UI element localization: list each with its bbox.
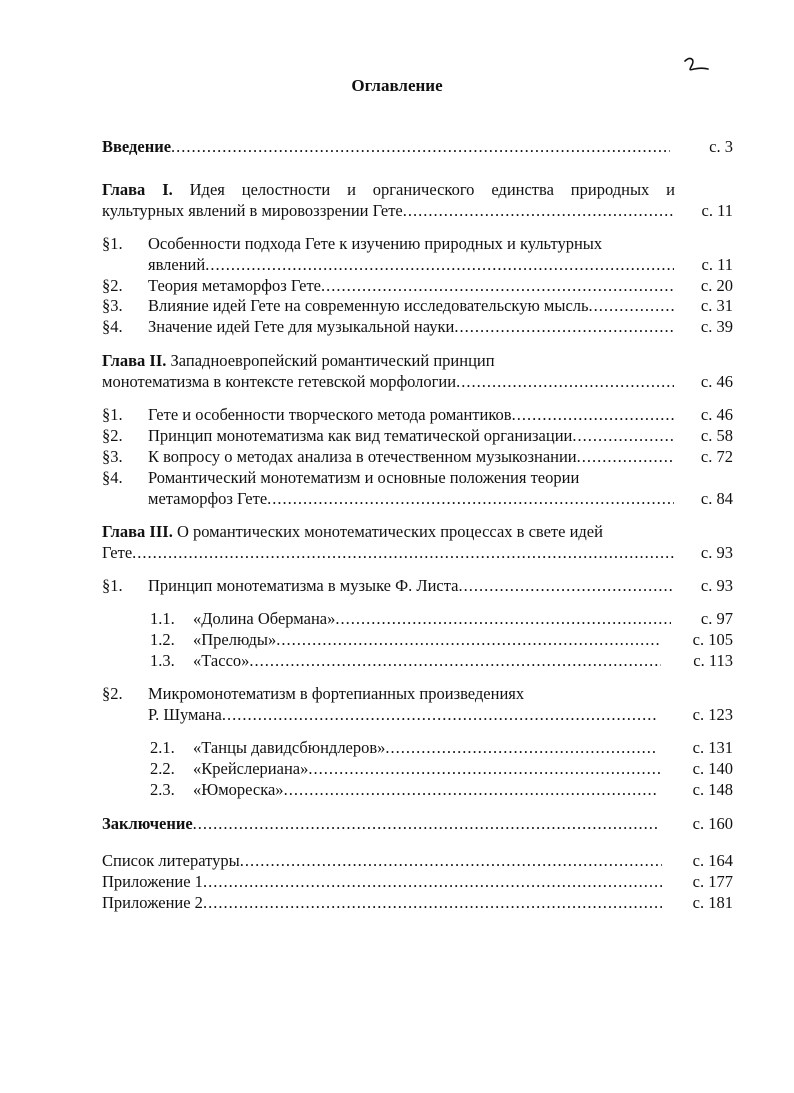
chapter-page: с. 93: [700, 543, 733, 562]
section-number: §1.: [102, 234, 123, 253]
section-entry[interactable]: [148, 405, 674, 425]
section-entry[interactable]: [148, 705, 658, 725]
chapter-2-heading-cont[interactable]: [102, 372, 674, 392]
chapter-title-line: культурных явлений в мировоззрении Гете: [102, 201, 403, 220]
section-number: §1.: [102, 405, 123, 424]
section-title: К вопросу о методах анализа в отечественном музыкознании: [148, 447, 577, 466]
section-entry[interactable]: [148, 255, 674, 275]
chapter-title-line: Идея целостности и органического единства природных и: [189, 180, 676, 199]
section-title[interactable]: Особенности подхода Гете к изучению природных и культурных: [148, 234, 603, 253]
chapter-page: с. 46: [700, 372, 733, 391]
section-entry[interactable]: [148, 447, 674, 467]
section-number: §1.: [102, 576, 123, 595]
subsection-entry[interactable]: [193, 780, 658, 800]
toc-entry-page: с. 3: [709, 137, 733, 156]
leader-dots: [222, 705, 658, 725]
section-number: §3.: [102, 296, 123, 315]
subsection-page: с. 113: [693, 651, 733, 670]
chapter-label: Глава III.: [102, 522, 173, 541]
section-page: с. 84: [700, 489, 733, 508]
subsection-title: «Крейслериана»: [193, 759, 309, 778]
chapter-1-heading-cont[interactable]: [102, 201, 674, 221]
section-page: с. 72: [700, 447, 733, 466]
toc-entry-page: с. 160: [692, 814, 733, 833]
leader-dots: [577, 447, 674, 467]
section-title: Значение идей Гете для музыкальной науки: [148, 317, 455, 336]
subsection-title: «Тассо»: [193, 651, 250, 670]
chapter-title-line: Западноевропейский романтический принцип: [170, 351, 495, 370]
section-title: Принцип монотематизма как вид тематической организации: [148, 426, 573, 445]
subsection-entry[interactable]: [193, 759, 661, 779]
section-number: §2.: [102, 684, 123, 703]
section-title[interactable]: Микромонотематизм в фортепианных произведениях: [148, 684, 525, 703]
section-entry[interactable]: [148, 426, 674, 446]
leader-dots: [267, 489, 674, 509]
toc-entry-page: с. 177: [692, 872, 733, 891]
toc-entry-label: Заключение: [102, 814, 193, 833]
chapter-label: Глава I.: [102, 180, 173, 199]
leader-dots: [249, 651, 661, 671]
leader-dots: [459, 576, 675, 596]
subsection-page: с. 131: [692, 738, 733, 757]
leader-dots: [276, 630, 661, 650]
toc-entry-label: Приложение 1: [102, 872, 203, 891]
leader-dots: [385, 738, 658, 758]
page-title: Оглавление: [351, 76, 443, 95]
subsection-number: 2.3.: [150, 780, 175, 799]
section-entry[interactable]: [148, 489, 674, 509]
leader-dots: [572, 426, 674, 446]
chapter-title-line: О романтических монотематических процессах в свете идей: [176, 522, 603, 541]
section-page: с. 46: [700, 405, 733, 424]
section-number: §2.: [102, 426, 123, 445]
leader-dots: [284, 780, 658, 800]
chapter-1-heading[interactable]: [102, 180, 675, 200]
section-number: §2.: [102, 276, 123, 295]
section-title: Принцип монотематизма в музыке Ф. Листа: [148, 576, 459, 595]
subsection-number: 1.1.: [150, 609, 175, 628]
leader-dots: [589, 296, 674, 316]
leader-dots: [193, 814, 658, 834]
section-page: с. 93: [700, 576, 733, 595]
toc-entry-page: с. 164: [692, 851, 733, 870]
section-title: Гете и особенности творческого метода романтиков: [148, 405, 512, 424]
chapter-2-heading[interactable]: [102, 351, 495, 371]
toc-entry-conclusion[interactable]: [102, 814, 658, 834]
subsection-number: 1.2.: [150, 630, 175, 649]
toc-entry-bibliography[interactable]: [102, 851, 662, 871]
handwritten-page-number: [682, 54, 710, 74]
toc-entry-label: Список литературы: [102, 851, 240, 870]
subsection-number: 2.2.: [150, 759, 175, 778]
subsection-title: «Танцы давидсбюндлеров»: [193, 738, 386, 757]
chapter-3-heading-cont[interactable]: [102, 543, 674, 563]
subsection-title: «Юмореска»: [193, 780, 284, 799]
section-page: с. 58: [700, 426, 733, 445]
toc-entry-appendix-2[interactable]: [102, 893, 662, 913]
leader-dots: [203, 893, 662, 913]
leader-dots: [403, 201, 674, 221]
toc-entry-appendix-1[interactable]: [102, 872, 662, 892]
leader-dots: [240, 851, 662, 871]
section-page: с. 39: [700, 317, 733, 336]
leader-dots: [454, 317, 674, 337]
section-title: Теория метаморфоз Гете: [148, 276, 321, 295]
toc-entry-label: Введение: [102, 137, 172, 156]
chapter-label: Глава II.: [102, 351, 167, 370]
toc-entry-intro[interactable]: [102, 137, 670, 157]
subsection-number: 1.3.: [150, 651, 175, 670]
chapter-3-heading[interactable]: [102, 522, 603, 542]
section-entry[interactable]: [148, 276, 674, 296]
leader-dots: [308, 759, 661, 779]
section-number: §4.: [102, 468, 123, 487]
subsection-entry[interactable]: [193, 630, 661, 650]
section-title[interactable]: Романтический монотематизм и основные положения теории: [148, 468, 580, 487]
subsection-entry[interactable]: [193, 738, 658, 758]
section-entry[interactable]: [148, 317, 674, 337]
subsection-page: с. 140: [692, 759, 733, 778]
subsection-title: «Прелюды»: [193, 630, 277, 649]
section-entry[interactable]: [148, 576, 674, 596]
section-entry[interactable]: [148, 296, 674, 316]
leader-dots: [456, 372, 674, 392]
section-page: с. 31: [700, 296, 733, 315]
leader-dots: [171, 137, 670, 157]
chapter-page: с. 11: [701, 201, 733, 220]
subsection-page: с. 148: [692, 780, 733, 799]
leader-dots: [132, 543, 674, 563]
section-number: §4.: [102, 317, 123, 336]
toc-entry-label: Приложение 2: [102, 893, 203, 912]
subsection-entry[interactable]: [193, 609, 671, 629]
subsection-number: 2.1.: [150, 738, 175, 757]
section-title-cont: явлений: [148, 255, 206, 274]
chapter-title-line: монотематизма в контексте гетевской морфологии: [102, 372, 457, 391]
leader-dots: [203, 872, 662, 892]
subsection-entry[interactable]: [193, 651, 661, 671]
section-title: Влияние идей Гете на современную исследовательскую мысль: [148, 296, 589, 315]
leader-dots: [321, 276, 674, 296]
chapter-title-line: Гете: [102, 543, 133, 562]
subsection-page: с. 105: [692, 630, 733, 649]
subsection-page: с. 97: [700, 609, 733, 628]
section-title-cont: Р. Шумана: [148, 705, 222, 724]
section-page: с. 123: [692, 705, 733, 724]
section-page: с. 20: [700, 276, 733, 295]
leader-dots: [512, 405, 674, 425]
leader-dots: [335, 609, 671, 629]
section-title-cont: метаморфоз Гете: [148, 489, 268, 508]
leader-dots: [205, 255, 674, 275]
section-number: §3.: [102, 447, 123, 466]
section-page: с. 11: [701, 255, 733, 274]
toc-entry-page: с. 181: [692, 893, 733, 912]
subsection-title: «Долина Обермана»: [193, 609, 336, 628]
